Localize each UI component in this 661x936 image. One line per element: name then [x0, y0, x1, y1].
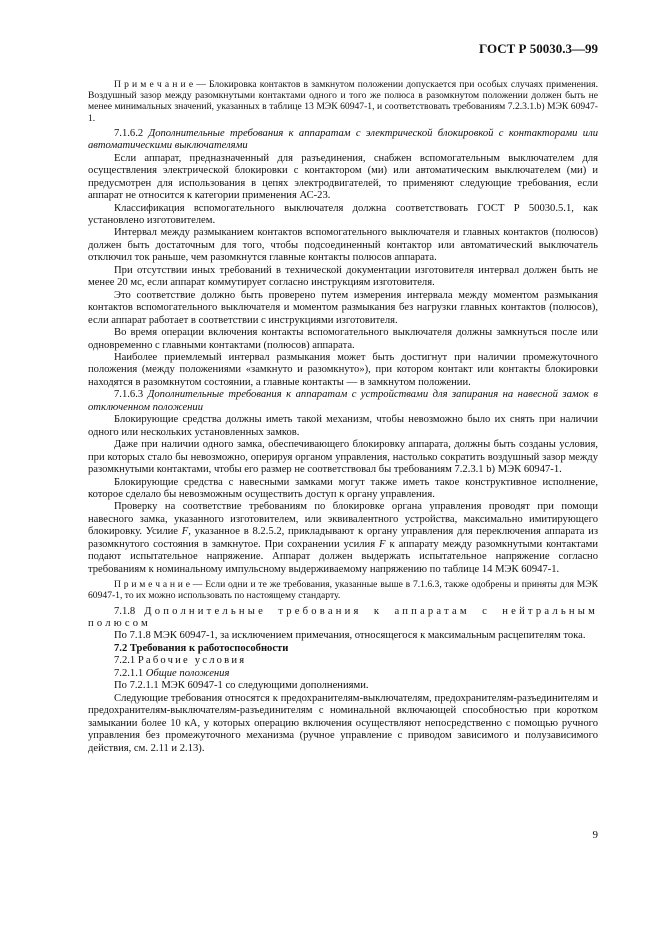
note-label: П р и м е ч а н и е: [114, 79, 194, 90]
paragraph: Если аппарат, предназначенный для разъединения, снабжен вспомогательным выключателем для осуществления электрической блокировки с контактором (ми) или автоматическим выключателем (ми) и предусмотрен для использования в цепях электродвигателей, то применяют следующие требования, если аппарат не относится к категории применения АС-23.: [88, 152, 598, 202]
section-heading: [88, 128, 598, 153]
paragraph: Наиболее приемлемый интервал размыкания может быть достигнут при наличии промежуточного положения (между положениями «замкнуто и разомкнуто»), при котором контакт или контакты блокировки находятся в разомкнутом состоянии, а главные контакты — в замкнутом положении.: [88, 351, 598, 388]
paragraph: Это соответствие должно быть проверено путем измерения интервала между моментом размыкания контактов вспомогательного выключателя и моментом размыкания без нагрузки главных контактов (полюсов), если аппарат работает в соответствии с инструкциями изготовителя.: [88, 289, 598, 326]
section-heading: 7.2 Требования к работоспособности: [114, 642, 289, 654]
section-heading: [88, 606, 598, 631]
note-text: — Блокировка контактов в замкнутом положении допускается при особых случаях применения. Воздушный зазор между разомкнутыми контактами одного и того же полюса в разомкнутом положении должен быть не менее минимальных значений, указанных в таблице 13 МЭК 60947-1, и соответствовать требованиям 7.2.3.1.b) МЭК 60947-1.: [88, 79, 598, 124]
note-text: — Если одни и те же требования, указанные выше в 7.1.6.3, также одобрены и приняты для МЭК 60947-1, то их можно использовать по настоящему стандарту.: [88, 579, 598, 602]
paragraph: Во время операции включения контакты вспомогательного выключателя должны замкнуться после или одновременно с главными контактами (полюсов) аппарата.: [88, 327, 598, 351]
paragraph: [88, 501, 598, 576]
note-label: П р и м е ч а н и е: [114, 579, 190, 591]
section-title: Рабочие условия: [137, 655, 247, 667]
paragraph: Блокирующие средства должны иметь такой механизм, чтобы невозможно было их снять при наличии одного или нескольких установленных замков.: [88, 414, 598, 438]
paragraph: Интервал между размыканием контактов вспомогательного выключателя и главных контактов (полюсов) должен быть достаточным для того, чтобы подсоединенный контактор или автоматический выключатель отключил ток раньше, чем разомкнутся главные контакты полюсов аппарата.: [88, 227, 598, 264]
paragraph: По 7.2.1.1 МЭК 60947-1 со следующими дополнениями.: [114, 680, 369, 692]
section-number: 7.1.6.3: [114, 389, 148, 401]
text-run: , указанное в 8.2.5.2, прикладывают к органу управления для переключения аппарата из разомкнутого состояния в замкнутое. При сохранении усилия: [88, 526, 598, 550]
text-run: Проверку на соответствие требованиям по блокировке органа управления проводят при помощи навесного замка, указанного изготовителем, или эквивалентного устройства, максимально имитирующего блокировку. Усилие: [88, 501, 598, 538]
paragraph: Следующие требования относятся к предохранителям-выключателям, предохранителям-разъединителям и предохранителям-выключателям-разъединителям с номинальной включающей способностью при коротком замыкании более 10 кА, у которых операцию включения осуществляют непосредственно с помощью ручного управления без промежуточного механизма (ручное управление с приводом зависимого и полузависимого действия, см. 2.11 и 2.13).: [88, 692, 598, 754]
force-symbol: F: [181, 526, 189, 538]
paragraph: Даже при наличии одного замка, обеспечивающего блокировку аппарата, должны быть созданы условия, при которых стало бы невозможно, оперируя органом управления, настолько сократить воздушный зазор между разомкнутыми контактами, чтобы его размер не соответствовал бы требованиям 7.2.3.1 b) МЭК 60947-1.: [88, 439, 598, 476]
text-run: к аппарату между разомкнутыми контактами подают испытательное напряжение. Аппарат должен выдержать испытательное напряжение согласно требованиям к номинальному импульсному выдерживаемому напряжению по таблице 14 МЭК 60947-1.: [88, 538, 598, 575]
section-title: Дополнительные требования к аппаратам с устройствами для запирания на навесной замок в отключенном положении: [88, 389, 599, 413]
section-title: Дополнительные требования к аппаратам с электрической блокировкой с контакторами или автоматическими выключателями: [88, 127, 598, 152]
section-title: Общие положения: [145, 667, 230, 679]
page-number: 9: [592, 829, 598, 841]
section-number: 7.1.8: [114, 605, 145, 617]
paragraph: Блокирующие средства с навесными замками могут также иметь такое конструктивное исполнение, которое сделало бы невозможным осуществить доступ к органу управления.: [88, 476, 598, 500]
page-header: ГОСТ Р 50030.3—99: [479, 41, 598, 56]
note-block: [88, 79, 598, 124]
paragraph: При отсутствии иных требований в технической документации изготовителя интервал должен быть не менее 20 мс, если аппарат коммутирует согласно инструкциям изготовителя.: [88, 264, 598, 289]
section-number: 7.2.1: [114, 655, 138, 667]
section-heading: [88, 655, 598, 667]
section-heading: [88, 668, 598, 680]
section-title: Дополнительные требования к аппаратам с нейтральным полюсом: [88, 605, 598, 629]
section-heading: [88, 389, 598, 414]
paragraph: По 7.1.8 МЭК 60947-1, за исключением примечания, относящегося к максимальным расцепителям тока.: [114, 630, 586, 642]
section-number: 7.2.1.1: [114, 667, 146, 679]
force-symbol: F: [379, 538, 386, 550]
body-text: [88, 77, 598, 755]
note-block: [88, 579, 598, 601]
paragraph: Классификация вспомогательного выключателя должна соответствовать ГОСТ Р 50030.5.1, как установлено изготовителем.: [88, 202, 598, 226]
section-number: 7.1.6.2: [114, 127, 149, 139]
